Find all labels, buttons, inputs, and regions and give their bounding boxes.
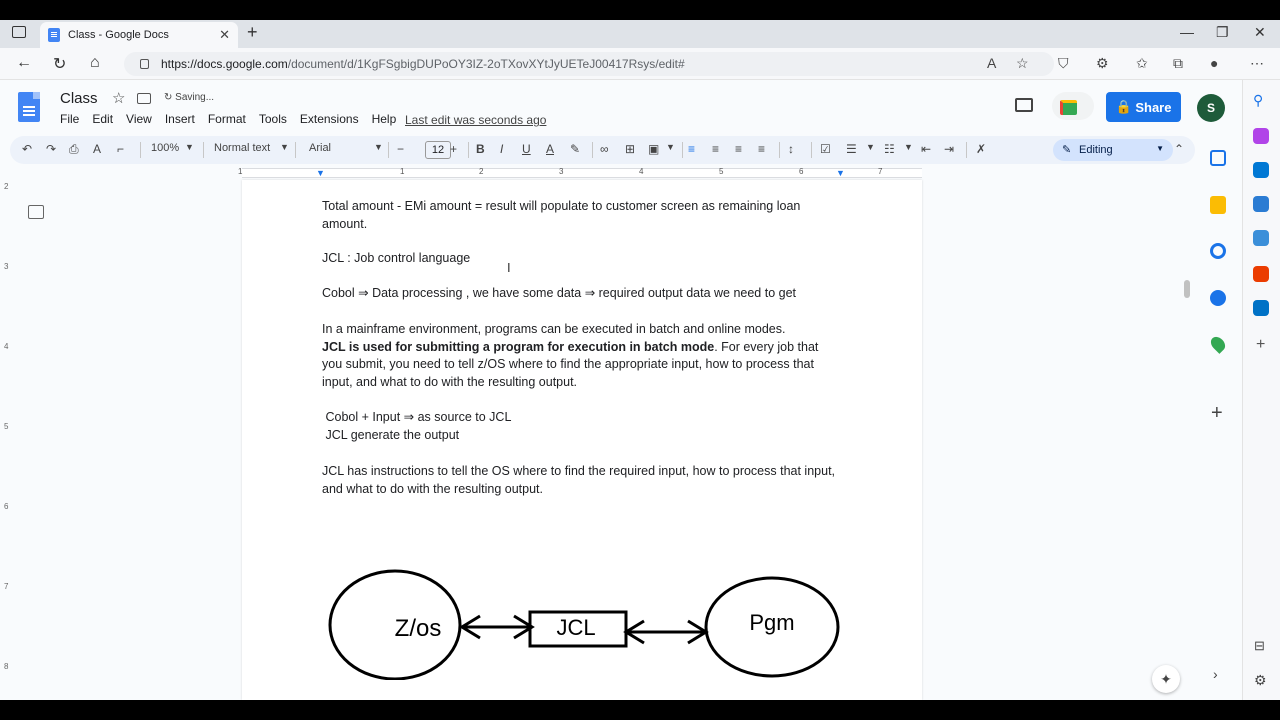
align-left-icon[interactable]: ≡	[688, 142, 696, 156]
tab-actions-icon[interactable]	[12, 26, 26, 38]
vruler-number: 4	[4, 342, 9, 351]
extensions-icon[interactable]: ⚙	[1096, 55, 1109, 71]
ruler-bar	[242, 168, 922, 178]
save-status: ↻ Saving...	[164, 92, 215, 103]
comment-history-icon[interactable]	[1015, 98, 1033, 112]
vruler-number: 8	[4, 662, 9, 671]
font-size-input[interactable]: 12	[425, 141, 451, 159]
add-comment-icon[interactable]: ⊞	[625, 142, 636, 156]
paragraph[interactable]: Cobol ⇒ Data processing , we have some data ⇒ required output data we need to get	[322, 286, 797, 300]
move-folder-icon[interactable]	[137, 93, 151, 104]
search-icon[interactable]: ⚲	[1253, 92, 1264, 108]
ruler-number: 7	[878, 167, 883, 176]
menu-file[interactable]: File	[60, 112, 80, 126]
align-center-icon[interactable]: ≡	[712, 142, 720, 156]
keep-icon[interactable]	[1210, 196, 1226, 214]
add-icon[interactable]: +	[1256, 336, 1266, 353]
justify-icon[interactable]: ≡	[758, 142, 766, 156]
paragraph[interactable]: JCL : Job control language	[322, 251, 471, 265]
explore-button[interactable]: ✦	[1152, 665, 1180, 693]
back-icon[interactable]: ←	[16, 54, 32, 71]
undo-icon[interactable]: ↶	[22, 142, 33, 156]
menu-insert[interactable]: Insert	[164, 112, 195, 126]
read-aloud-icon[interactable]: A	[987, 55, 997, 71]
vruler-number: 5	[4, 422, 9, 431]
ruler-number: 4	[639, 167, 644, 176]
highlight-icon[interactable]: ✎	[570, 142, 581, 156]
browser-tab-bar	[0, 20, 1280, 48]
ruler-number: 6	[799, 167, 804, 176]
insert-image-icon[interactable]: ▣	[648, 142, 660, 156]
numbered-list-icon[interactable]: ☷	[884, 142, 895, 156]
document-page[interactable]	[242, 180, 922, 700]
address-bar-row	[0, 48, 1280, 80]
toolbar-divider	[779, 142, 780, 158]
menu-help[interactable]: Help	[371, 112, 397, 126]
favorite-icon[interactable]: ☆	[1016, 55, 1029, 71]
bullet-chevron-down-icon[interactable]: ▼	[866, 142, 875, 152]
letterbox-bottom	[0, 700, 1280, 720]
toolbar-divider	[966, 142, 967, 158]
spellcheck-icon[interactable]: A	[93, 142, 102, 156]
office-icon[interactable]	[1253, 266, 1269, 282]
games-icon[interactable]	[1253, 230, 1269, 246]
avatar[interactable]: S	[1197, 94, 1225, 122]
increase-indent-icon[interactable]: ⇥	[944, 142, 955, 156]
zoom-select[interactable]: 100%	[151, 142, 180, 154]
ruler-number: 1	[400, 167, 405, 176]
menu-format[interactable]: Format	[207, 112, 246, 126]
vruler-number: 6	[4, 502, 9, 511]
menu-extensions[interactable]: Extensions	[299, 112, 359, 126]
number-chevron-down-icon[interactable]: ▼	[904, 142, 913, 152]
image-chevron-down-icon[interactable]: ▼	[666, 142, 675, 152]
horizontal-ruler	[0, 166, 1195, 180]
paragraph[interactable]: Cobol + Input ⇒ as source to JCL	[322, 410, 512, 424]
side-panel	[1242, 80, 1280, 700]
paragraph[interactable]	[322, 321, 842, 391]
toolbar-divider	[468, 142, 469, 158]
toolbar-divider	[388, 142, 389, 158]
line-spacing-icon[interactable]: ↕	[788, 142, 794, 156]
show-side-panel-chevron-icon[interactable]: ›	[1213, 666, 1218, 682]
toolbar-divider	[140, 142, 141, 158]
toolbar-divider	[592, 142, 593, 158]
tasks-icon[interactable]	[1210, 243, 1226, 259]
tab-title: Class - Google Docs	[68, 29, 169, 41]
style-chevron-down-icon[interactable]: ▼	[280, 142, 289, 152]
menu-tools[interactable]: Tools	[258, 112, 287, 126]
paragraph-bold-text: JCL is used for submitting a program for execution in batch mode	[322, 339, 715, 354]
more-icon[interactable]: ⋯	[1250, 55, 1264, 71]
clear-formatting-icon[interactable]: ✗	[976, 142, 987, 156]
right-indent-marker-icon[interactable]: ▼	[836, 168, 845, 178]
toolbar-divider	[811, 142, 812, 158]
meet-icon[interactable]	[1052, 92, 1094, 120]
zos-label: Z/os	[394, 615, 442, 642]
bold-icon[interactable]: B	[476, 142, 485, 156]
left-indent-marker-icon[interactable]: ▼	[316, 168, 325, 178]
close-window-icon[interactable]: ✕	[1254, 24, 1266, 40]
toolbar-divider	[203, 142, 204, 158]
toolbar-divider	[295, 142, 296, 158]
increase-font-icon[interactable]: +	[450, 142, 458, 156]
favorites-icon[interactable]: ✩	[1136, 55, 1148, 71]
last-edit-link[interactable]: Last edit was seconds ago	[405, 113, 547, 127]
collections-icon[interactable]: ⧉	[1173, 55, 1183, 71]
document-title[interactable]: Class	[60, 90, 98, 107]
url-field[interactable]	[124, 52, 1054, 76]
contacts-icon[interactable]	[1210, 290, 1226, 306]
text-color-icon[interactable]: A	[546, 142, 555, 156]
font-select[interactable]: Arial	[309, 142, 332, 154]
home-icon[interactable]: ⌂	[90, 54, 100, 71]
docs-app	[0, 80, 1242, 700]
redo-icon[interactable]: ↷	[46, 142, 57, 156]
menu-bar	[60, 112, 409, 126]
zos-jcl-pgm-diagram[interactable]	[322, 560, 842, 680]
letterbox-top	[0, 0, 1280, 20]
pencil-icon: ✎	[1062, 144, 1072, 156]
ruler-number: 1	[238, 167, 243, 176]
ruler-number: 3	[559, 167, 564, 176]
vruler-number: 2	[4, 182, 9, 191]
decrease-indent-icon[interactable]: ⇤	[921, 142, 932, 156]
decrease-font-icon[interactable]: −	[397, 142, 405, 156]
pgm-label: Pgm	[749, 610, 795, 635]
ruler-number: 2	[479, 167, 484, 176]
shopping-icon[interactable]	[1253, 162, 1269, 178]
checklist-icon[interactable]: ☑	[820, 142, 831, 156]
shield-icon[interactable]: ⛉	[1058, 55, 1069, 71]
maps-icon[interactable]	[1208, 334, 1228, 354]
print-icon[interactable]: ⎙	[69, 142, 79, 156]
calendar-icon[interactable]	[1210, 150, 1226, 166]
url-host: https://docs.google.com	[161, 57, 288, 71]
url-path: /document/d/1KgFSgbigDUPoOY3IZ-2oTXovXYtJyUETeJ00417Rsys/edit#	[287, 57, 685, 71]
lock-icon	[140, 59, 149, 69]
italic-icon[interactable]: I	[500, 142, 504, 156]
menu-edit[interactable]: Edit	[92, 112, 114, 126]
minimize-icon[interactable]: —	[1180, 24, 1194, 40]
profile-icon[interactable]: ●	[1210, 55, 1219, 71]
get-addons-icon[interactable]: +	[1211, 402, 1223, 424]
zoom-chevron-down-icon[interactable]: ▼	[185, 142, 194, 152]
font-chevron-down-icon[interactable]: ▼	[374, 142, 383, 152]
hide-menus-chevron-up-icon[interactable]: ⌃	[1174, 142, 1185, 156]
link-icon[interactable]: ∞	[600, 142, 609, 156]
browser-tab[interactable]	[40, 22, 238, 48]
paragraph[interactable]: JCL generate the output	[322, 428, 460, 442]
tools-icon[interactable]	[1253, 196, 1269, 212]
docs-favicon-icon	[48, 28, 60, 42]
docs-logo-icon[interactable]	[18, 92, 40, 122]
paragraph[interactable]: Total amount - EMi amount = result will populate to customer screen as remaining loan amount.	[322, 199, 801, 231]
underline-icon[interactable]: U	[522, 142, 531, 156]
vruler-number: 7	[4, 582, 9, 591]
mode-chevron-down-icon: ▼	[1156, 144, 1164, 153]
paragraph-text: . For every job that you submit, you need to tell z/OS where to find the appropriate input, how to process that input, and what to do with the resulting output.	[322, 339, 819, 389]
save-status-text: Saving...	[175, 92, 215, 103]
maximize-icon[interactable]: ❐	[1216, 24, 1229, 40]
new-tab-icon[interactable]: +	[247, 22, 258, 42]
editing-mode-label: Editing	[1079, 144, 1113, 156]
copilot-icon[interactable]	[1253, 128, 1269, 144]
outlook-icon[interactable]	[1253, 300, 1269, 316]
align-right-icon[interactable]: ≡	[735, 142, 743, 156]
jcl-label: JCL	[556, 615, 596, 640]
share-button[interactable]: 🔒 Share	[1106, 92, 1181, 122]
editing-mode-select[interactable]	[1053, 139, 1173, 161]
scrollbar-thumb[interactable]	[1184, 280, 1190, 298]
toolbar-divider	[682, 142, 683, 158]
star-icon[interactable]: ☆	[112, 90, 126, 107]
settings-icon[interactable]: ⚙	[1254, 672, 1267, 688]
bulleted-list-icon[interactable]: ☰	[846, 142, 857, 156]
style-select[interactable]: Normal text	[214, 142, 271, 154]
ruler-number: 5	[719, 167, 724, 176]
vruler-number: 3	[4, 262, 9, 271]
text-cursor-icon: I	[507, 260, 511, 275]
vertical-ruler	[0, 180, 14, 700]
reload-icon[interactable]: ↻	[53, 56, 67, 73]
formatting-toolbar	[10, 136, 1195, 164]
paragraph-text: In a mainframe environment, programs can be executed in batch and online modes.	[322, 322, 786, 336]
paragraph[interactable]: JCL has instructions to tell the OS where to find the required input, how to process that input, and what to do with the resulting output.	[322, 464, 836, 496]
menu-view[interactable]: View	[126, 112, 152, 126]
paint-format-icon[interactable]: ⌐	[117, 142, 125, 156]
docs-side-panel	[1196, 140, 1240, 700]
split-screen-icon[interactable]: ⊟	[1254, 638, 1265, 653]
share-label: Share	[1135, 99, 1172, 115]
document-outline-icon[interactable]	[28, 205, 44, 219]
close-tab-icon[interactable]: ✕	[219, 27, 230, 42]
